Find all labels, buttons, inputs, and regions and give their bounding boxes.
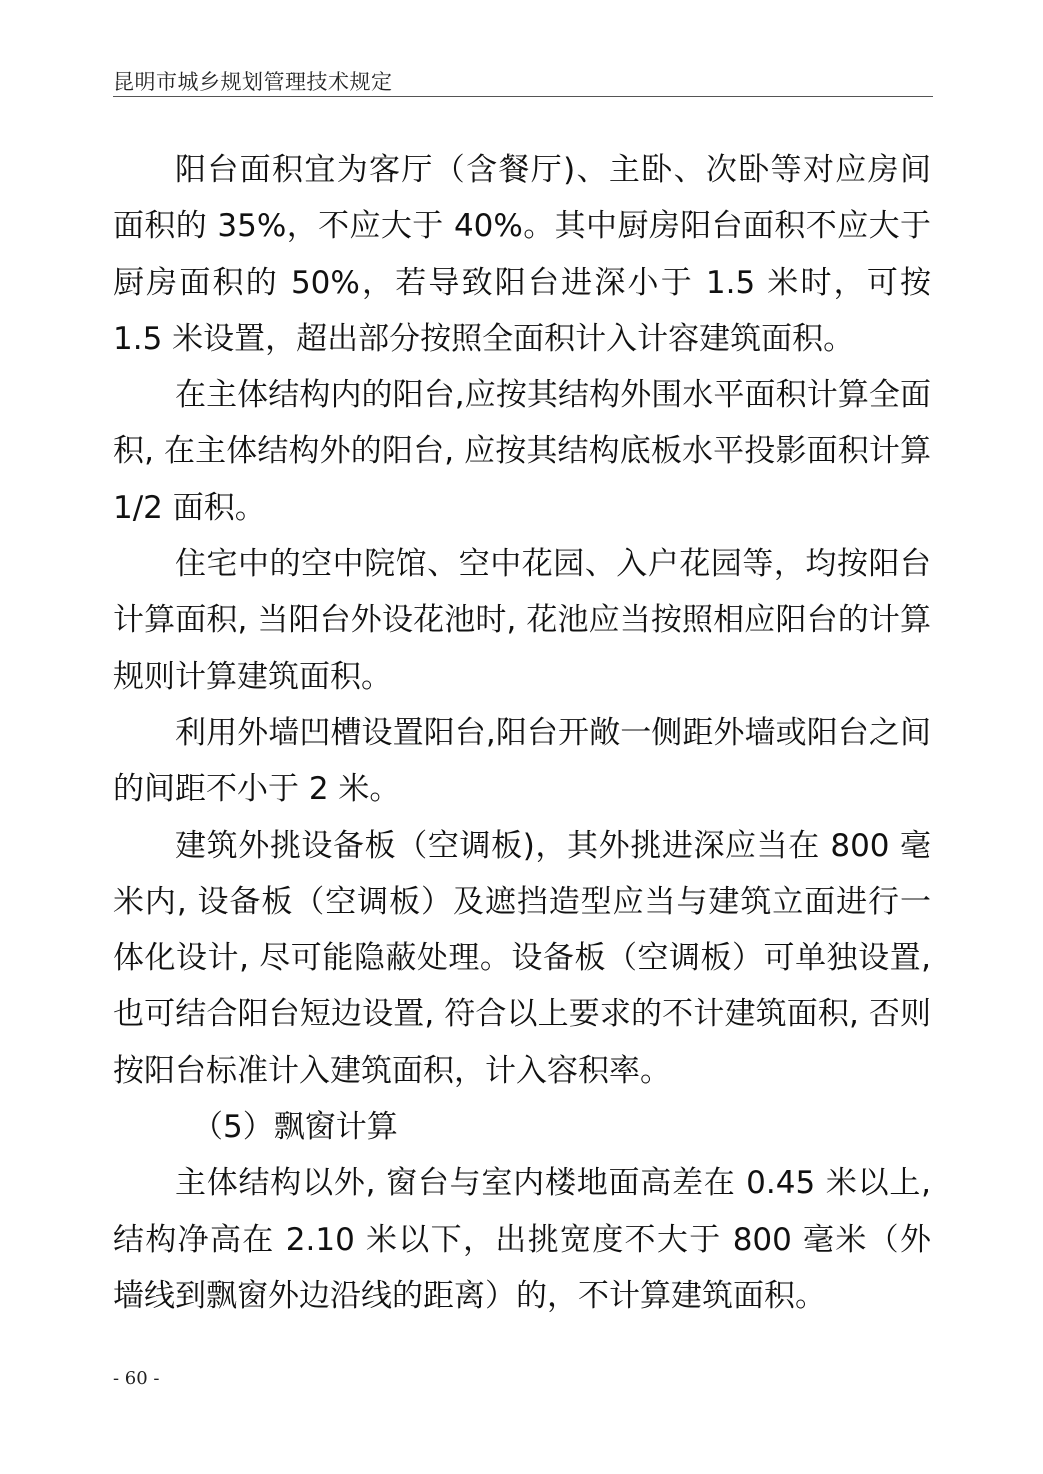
paragraph-balcony-area: 阳台面积宜为客厅（含餐厅)、主卧、次卧等对应房间面积的 35%，不应大于 40%。其中厨房阳台面积不应大于厨房面积的 50%，若导致阳台进深小于 1.5 米时，可按 1.5 米设置，超出部分按照全面积计入计容建筑面积。	[113, 152, 931, 357]
section-heading-bay-window: （5）飘窗计算	[192, 1109, 398, 1146]
page-number: - 60 -	[113, 1368, 160, 1389]
paragraph-bay-window: 主体结构以外, 窗台与室内楼地面高差在 0.45 米以上, 结构净高在 2.10 米以下，出挑宽度不大于 800 毫米（外墙线到飘窗外边沿线的距离）的，不计算建筑面积。	[113, 1165, 931, 1314]
paragraph-equipment-board: 建筑外挑设备板（空调板)，其外挑进深应当在 800 毫米内, 设备板（空调板）及遮挡造型应当与建筑立面进行一体化设计, 尽可能隐蔽处理。设备板（空调板）可单独设置, 也可结合阳台短边设置, 符合以上要求的不计建筑面积, 否则按阳台标准计入建筑面积，计入容积率。	[113, 827, 931, 1089]
paragraph-balcony-calculation: 在主体结构内的阳台,应按其结构外围水平面积计算全面积, 在主体结构外的阳台, 应按其结构底板水平投影面积计算 1/2 面积。	[113, 377, 931, 526]
document-body	[113, 142, 931, 1324]
header-divider	[113, 96, 933, 97]
paragraph-recessed-balcony: 利用外墙凹槽设置阳台,阳台开敞一侧距外墙或阳台之间的间距不小于 2 米。	[113, 714, 931, 808]
running-header-title: 昆明市城乡规划管理技术规定	[113, 70, 393, 94]
paragraph-sky-garden: 住宅中的空中院馆、空中花园、入户花园等，均按阳台计算面积, 当阳台外设花池时, 花池应当按照相应阳台的计算规则计算建筑面积。	[113, 546, 931, 695]
